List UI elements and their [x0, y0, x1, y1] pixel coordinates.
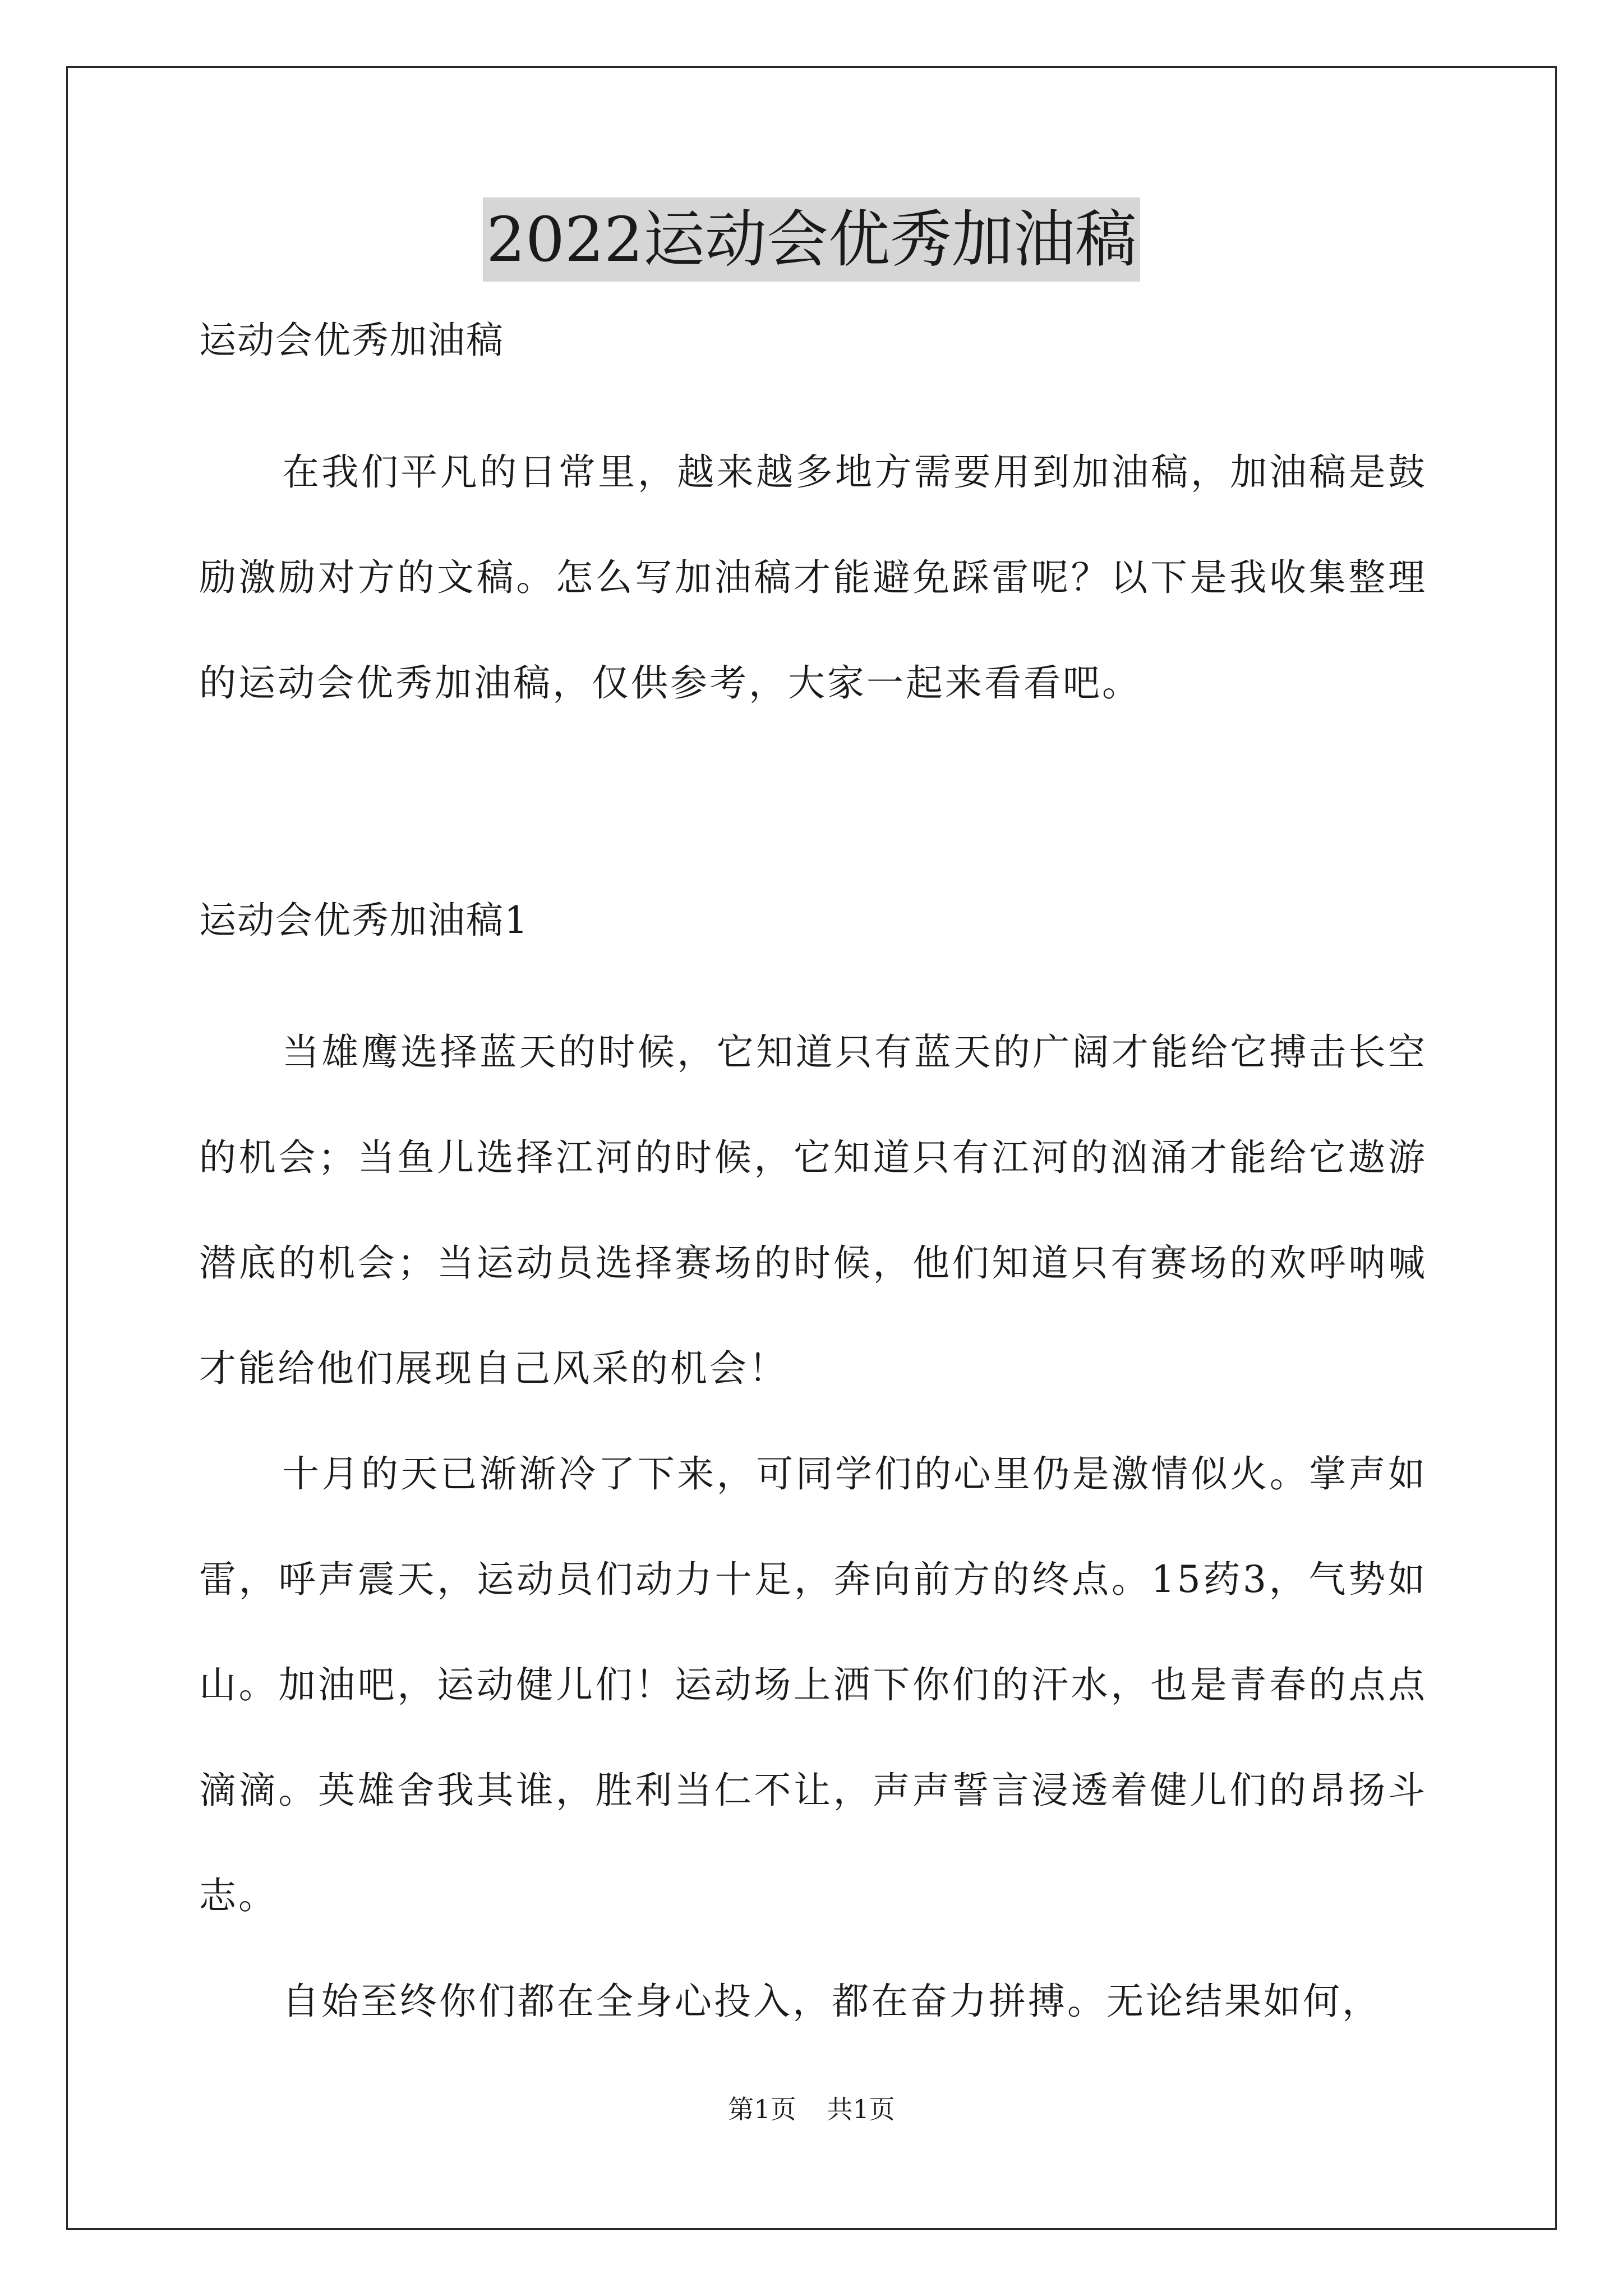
- section1-paragraph: 当雄鹰选择蓝天的时候，它知道只有蓝天的广阔才能给它搏击长空的机会；当鱼儿选择江河的时候，它知道只有江河的汹涌才能给它遨游潜底的机会；当运动员选择赛场的时候，他们知道只有赛场的欢呼呐喊才能给他们展现自己风采的机会！: [199, 1030, 1427, 1390]
- section1-paragraph: 十月的天已渐渐冷了下来，可同学们的心里仍是激情似火。掌声如雷，呼声震天，运动员们动力十足，奔向前方的终点。15药3，气势如山。加油吧，运动健儿们！运动场上洒下你们的汗水，也是青春的点点滴滴。英雄舍我其谁，胜利当仁不让，声声誓言浸透着健儿们的昂扬斗志。: [199, 1452, 1427, 1917]
- intro-paragraph: 在我们平凡的日常里，越来越多地方需要用到加油稿，加油稿是鼓励激励对方的文稿。怎么写加油稿才能避免踩雷呢？以下是我收集整理的运动会优秀加油稿，仅供参考，大家一起来看看吧。: [199, 450, 1427, 705]
- document-title: 2022运动会优秀加油稿: [483, 197, 1140, 282]
- intro-heading: 运动会优秀加油稿: [199, 319, 504, 362]
- section1-heading: 运动会优秀加油稿1: [199, 899, 529, 942]
- page-footer: [0, 2092, 1623, 2126]
- page-number-total: 共1页: [827, 2094, 895, 2124]
- section1-paragraph: 自始至终你们都在全身心投入，都在奋力拼搏。无论结果如何，: [282, 1980, 1381, 2023]
- document-body: [199, 314, 1427, 2054]
- spacer: [199, 736, 1427, 894]
- title-container: [0, 197, 1623, 282]
- page-number-current: 第1页: [728, 2094, 796, 2124]
- spacer: [199, 947, 1427, 1000]
- spacer: [199, 367, 1427, 420]
